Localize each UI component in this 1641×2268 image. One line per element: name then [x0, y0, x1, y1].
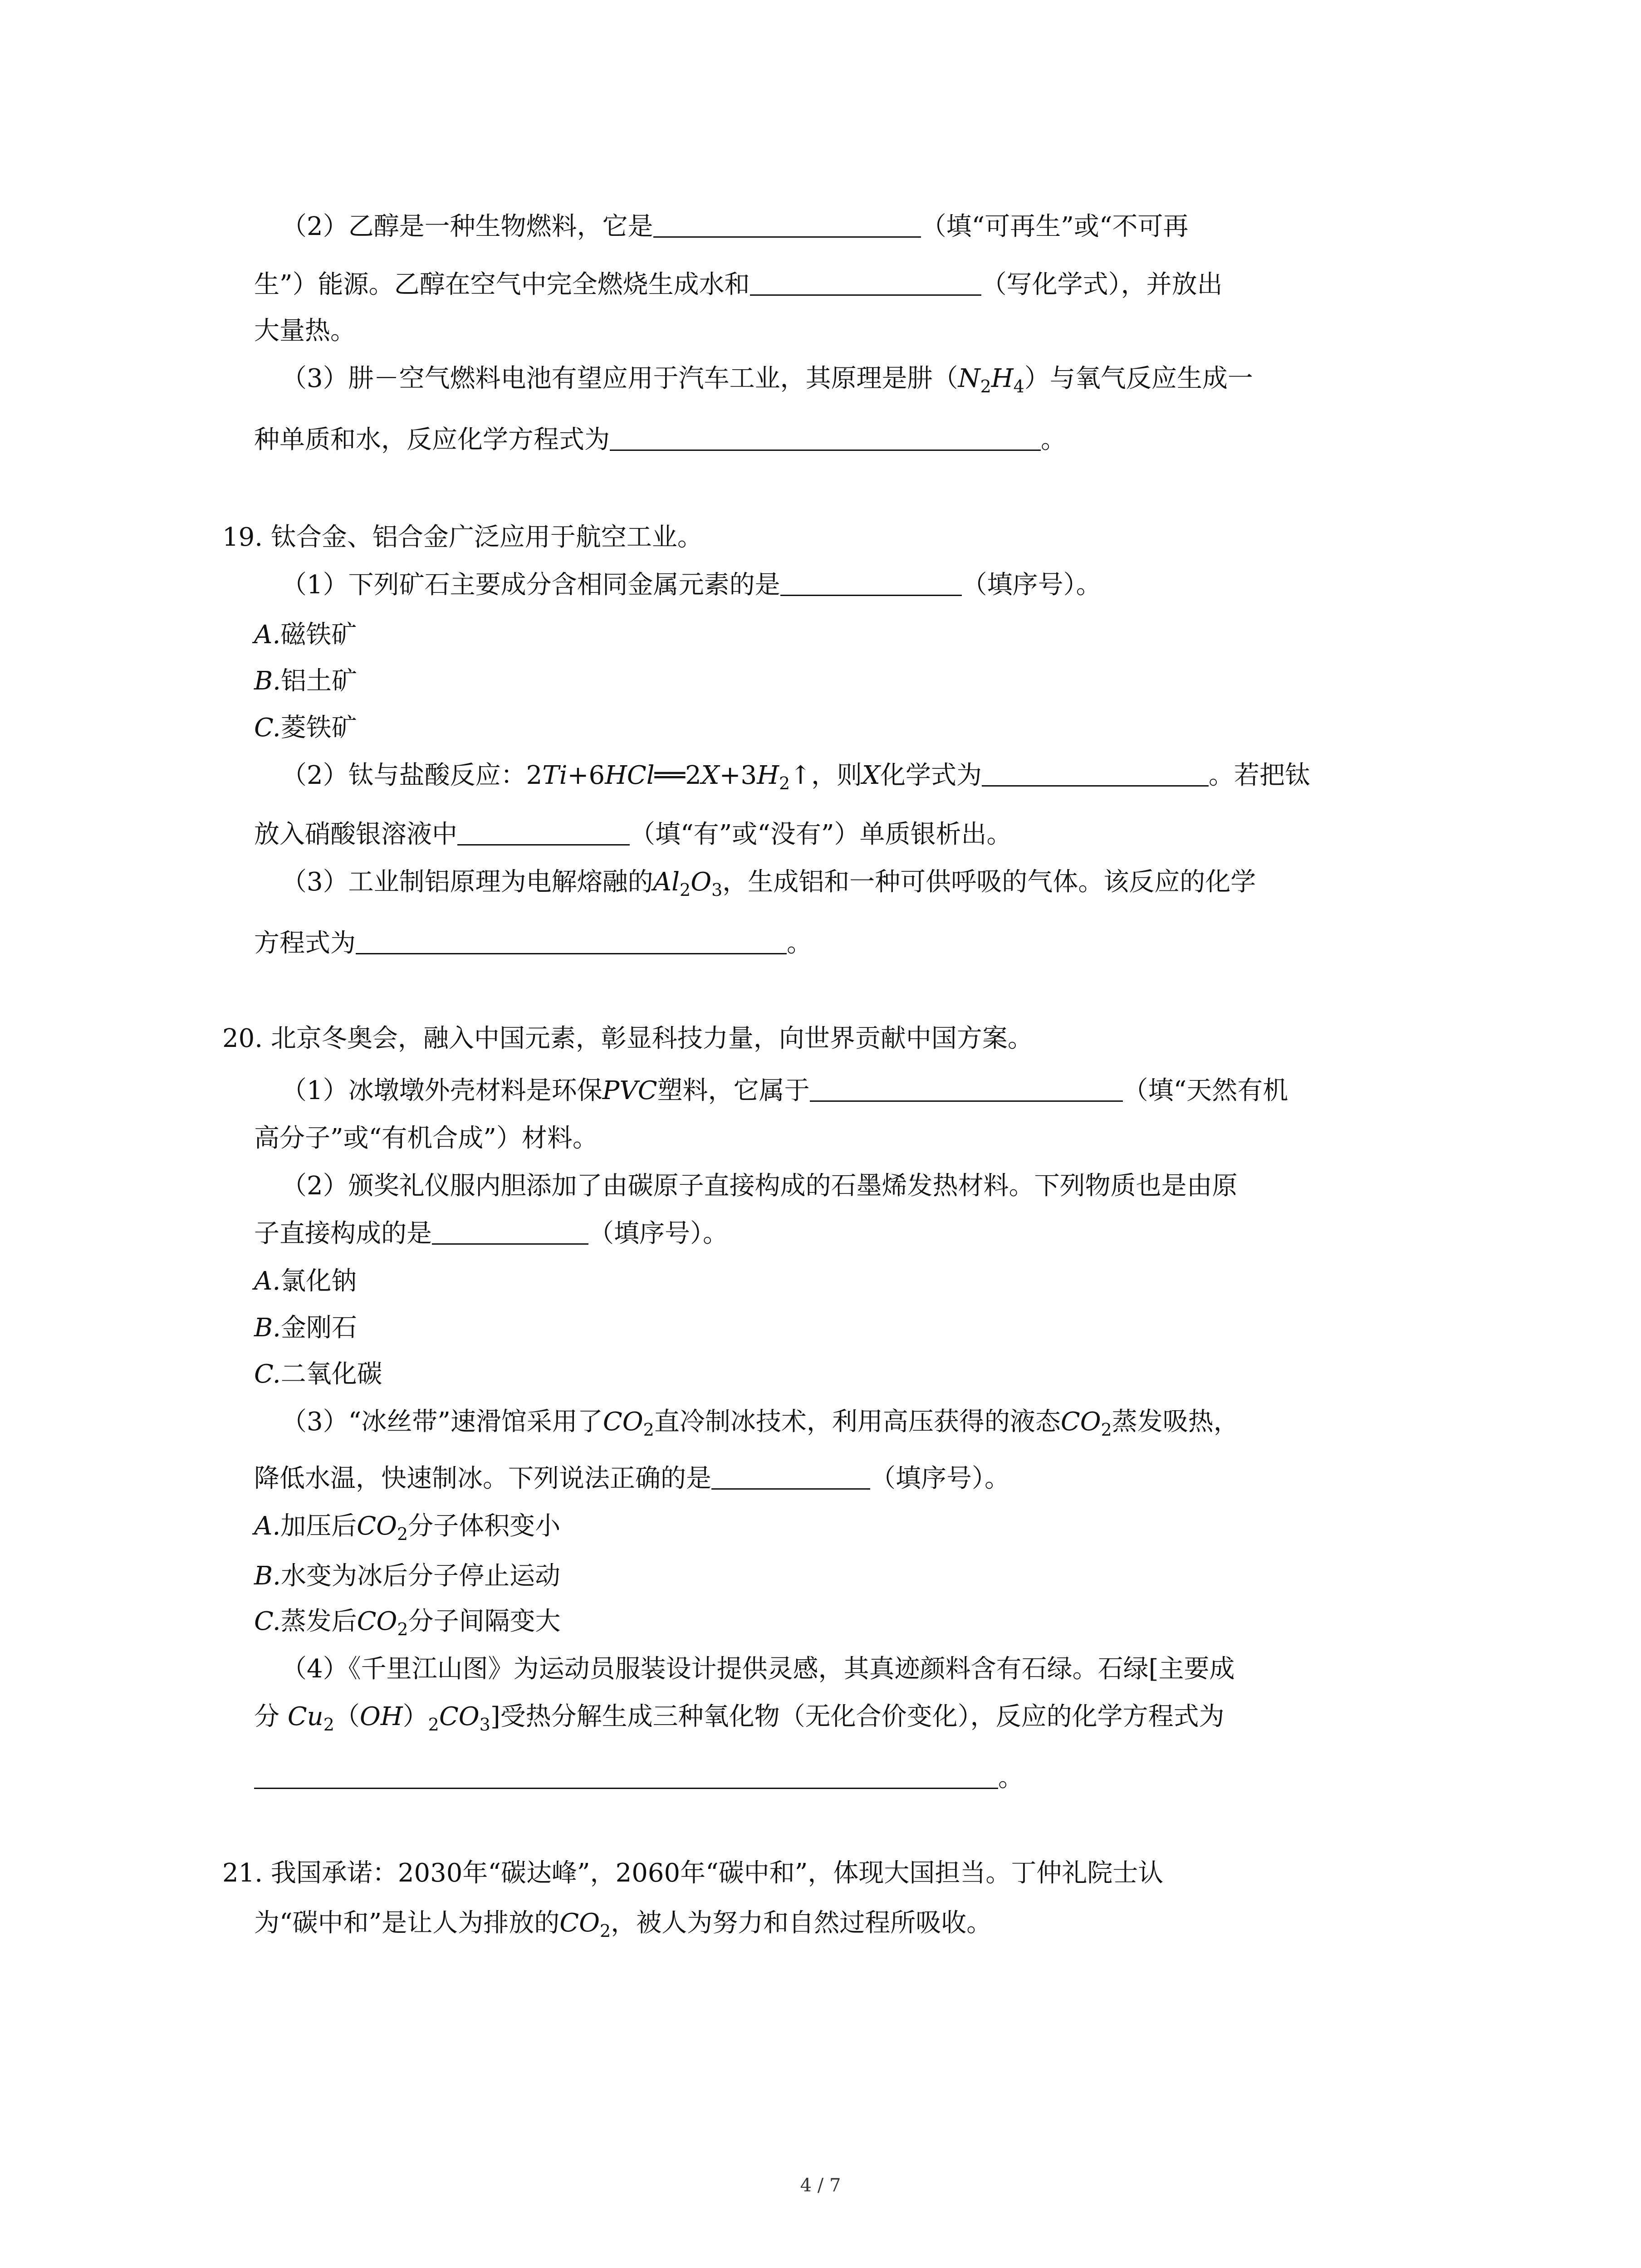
q21-line1: 21. 我国承诺：2030年“碳达峰”，2060年“碳中和”，体现大国担当。丁仲礼院士认: [222, 1858, 1164, 1888]
q19-option-b: B.铝土矿: [254, 666, 357, 696]
q18-part2-line1: （2）乙醇是一种生物燃料，它是 （填“可再生”或“不可再: [281, 212, 1189, 241]
question-number: 21.: [222, 1858, 263, 1888]
q18-part3-line1: （3）肼－空气燃料电池有望应用于汽车工业，其原理是肼$(N_2H_4)$与氧气反应生成一: [281, 364, 1253, 396]
answer-blank[interactable]: [432, 1220, 588, 1245]
answer-blank[interactable]: [810, 1077, 1123, 1102]
answer-blank[interactable]: [457, 821, 630, 846]
question-number: 20.: [222, 1024, 263, 1053]
q18-part2-line2: 生”）能源。乙醇在空气中完全燃烧生成水和 （写化学式），并放出: [254, 270, 1223, 299]
page-number: 4 / 7: [800, 2175, 841, 2196]
q19-stem: 19. 钛合金、铝合金广泛应用于航空工业。: [222, 523, 703, 552]
q20-stem: 20. 北京冬奥会，融入中国元素，彰显科技力量，向世界贡献中国方案。: [222, 1024, 1033, 1053]
answer-blank[interactable]: [780, 571, 962, 596]
q20-part4-line1: （4）《千里江山图》为运动员服装设计提供灵感，其真迹颜料含有石绿。石绿[主要成: [281, 1654, 1235, 1684]
answer-blank[interactable]: [711, 1465, 870, 1490]
q20-option3-a: A.加压后$CO_2$分子体积变小: [254, 1511, 561, 1544]
answer-blank[interactable]: [356, 929, 787, 954]
q20-part4-line3: 。: [254, 1760, 1024, 1796]
q19-part2-line2: 放入硝酸银溶液中 （填“有”或“没有”）单质银析出。: [254, 820, 1012, 849]
q20-part1-line1: （1）冰墩墩外壳材料是环保PVC塑料，它属于 （填“天然有机: [281, 1076, 1288, 1105]
q19-option-a: A.磁铁矿: [254, 620, 357, 650]
answer-blank[interactable]: [750, 271, 981, 296]
q18-part3-line2: 种单质和水，反应化学方程式为 。: [254, 425, 1066, 455]
q20-option2-c: C.二氧化碳: [254, 1359, 382, 1389]
q20-option2-b: B.金刚石: [254, 1313, 357, 1343]
q19-part2-line1: （2）钛与盐酸反应：$2Ti+6HCl══2X+3H_2↑$，则X化学式为 。若把钛: [281, 761, 1311, 793]
q19-part3-line1: （3）工业制铝原理为电解熔融的$Al_2O_3$，生成铝和一种可供呼吸的气体。该反应的化学: [281, 867, 1256, 900]
q20-option2-a: A.氯化钠: [254, 1266, 357, 1296]
answer-blank[interactable]: [254, 1764, 998, 1789]
answer-blank[interactable]: [653, 213, 921, 238]
q20-option3-c: C.蒸发后$CO_2$分子间隔变大: [254, 1607, 561, 1639]
q20-part1-line2: 高分子”或“有机合成”）材料。: [254, 1124, 598, 1153]
q19-option-c: C.菱铁矿: [254, 713, 357, 743]
q20-option3-b: B.水变为冰后分子停止运动: [254, 1561, 560, 1591]
q20-part4-line2: 分 $Cu_2(OH)_2CO_3$]受热分解生成三种氧化物（无化合价变化），反应的化学方程式为: [254, 1702, 1225, 1735]
q20-part3-line1: （3）“冰丝带”速滑馆采用了$CO_2$直冷制冰技术，利用高压获得的液态$CO_2$蒸发吸热，: [281, 1407, 1239, 1440]
q20-part3-line2: 降低水温，快速制冰。下列说法正确的是 （填序号）。: [254, 1464, 1010, 1493]
q20-part2-line1: （2）颁奖礼仪服内胆添加了由碳原子直接构成的石墨烯发热材料。下列物质也是由原: [281, 1171, 1238, 1201]
q21-line2: 为“碳中和”是让人为排放的$CO_2$，被人为努力和自然过程所吸收。: [254, 1908, 992, 1941]
answer-blank[interactable]: [982, 762, 1209, 787]
q19-part1: （1）下列矿石主要成分含相同金属元素的是 （填序号）。: [281, 570, 1102, 600]
q20-part2-line2: 子直接构成的是 （填序号）。: [254, 1219, 728, 1248]
q18-part2-line3: 大量热。: [254, 316, 356, 346]
q19-part3-line2: 方程式为 。: [254, 929, 812, 958]
question-number: 19.: [222, 523, 263, 552]
answer-blank[interactable]: [610, 426, 1041, 451]
